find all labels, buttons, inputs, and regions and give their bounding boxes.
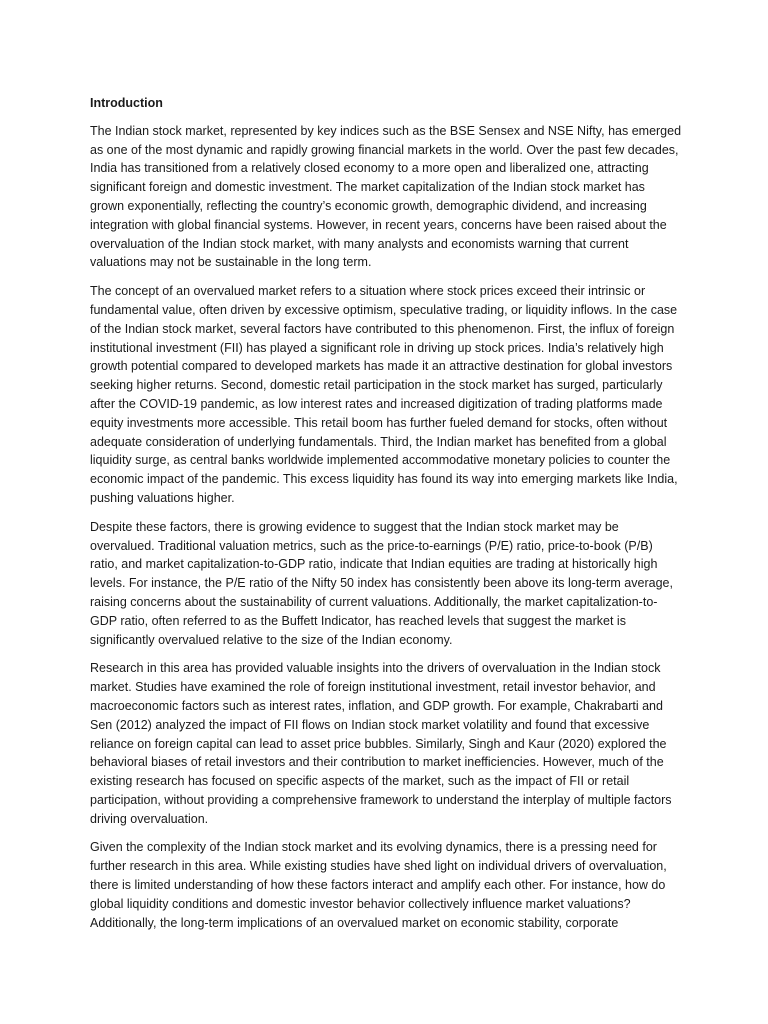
paragraph-1: The Indian stock market, represented by key indices such as the BSE Sensex and NSE Nifty, has emerged as one of the most dynamic and rapidly growing financial markets in the world. Over the past few decades, India has transitioned from a relatively closed economy to a more open and liberalized one, attracting significant foreign and domestic investment. The market capitalization of the Indian stock market has grown exponentially, reflecting the country’s economic growth, demographic dividend, and increasing integration with global financial systems. However, in recent years, concerns have been raised about the overvaluation of the Indian stock market, with many analysts and economists warning that current valuations may not be sustainable in the long term. bbox=[90, 123, 682, 270]
paragraph-2: The concept of an overvalued market refers to a situation where stock prices exceed their intrinsic or fundamental value, often driven by excessive optimism, speculative trading, or liquidity inflows. In the case of the Indian stock market, several factors have contributed to this phenomenon. First, the influx of foreign institutional investment (FII) has played a significant role in driving up stock prices. India’s relatively high growth potential compared to developed markets has made it an attractive destination for global investors seeking higher returns. Second, domestic retail participation in the stock market has surged, particularly after the COVID-19 pandemic, as low interest rates and increased digitization of trading platforms made equity investments more accessible. This retail boom has further fueled demand for stocks, often without adequate consideration of underlying fundamentals. Third, the Indian market has benefited from a global liquidity surge, as central banks worldwide implemented accommodative monetary policies to counter the economic impact of the pandemic. This excess liquidity has found its way into emerging markets like India, pushing valuations higher. bbox=[90, 284, 678, 505]
paragraph-4: Research in this area has provided valuable insights into the drivers of overvaluation in the Indian stock market. Studies have examined the role of foreign institutional investment, retail investor behavior, and macroeconomic factors such as interest rates, inflation, and GDP growth. For example, Chakrabarti and Sen (2012) analyzed the impact of FII flows on Indian stock market volatility and found that excessive reliance on foreign capital can lead to asset price bubbles. Similarly, Singh and Kaur (2020) explored the behavioral biases of retail investors and their contribution to market inefficiencies. However, much of the existing research has focused on specific aspects of the market, such as the impact of FII or retail participation, without providing a comprehensive framework to understand the interplay of multiple factors driving overvaluation. bbox=[90, 661, 672, 826]
paragraph-5: Given the complexity of the Indian stock market and its evolving dynamics, there is a pressing need for further research in this area. While existing studies have shed light on individual drivers of overvaluation, there is limited understanding of how these factors interact and amplify each other. For instance, how do global liquidity conditions and domestic investor behavior collectively influence market valuations? Additionally, the long-term implications of an overvalued market on economic stability, corporate bbox=[90, 840, 667, 930]
document-body bbox=[90, 94, 682, 942]
section-heading: Introduction bbox=[90, 96, 163, 110]
paragraph-3: Despite these factors, there is growing evidence to suggest that the Indian stock market may be overvalued. Traditional valuation metrics, such as the price-to-earnings (P/E) ratio, price-to-book (P/B) ratio, and market capitalization-to-GDP ratio, indicate that Indian equities are trading at historically high levels. For instance, the P/E ratio of the Nifty 50 index has consistently been above its long-term average, raising concerns about the sustainability of current valuations. Additionally, the market capitalization-to-GDP ratio, often referred to as the Buffett Indicator, has reached levels that suggest the market is significantly overvalued relative to the size of the Indian economy. bbox=[90, 519, 673, 647]
